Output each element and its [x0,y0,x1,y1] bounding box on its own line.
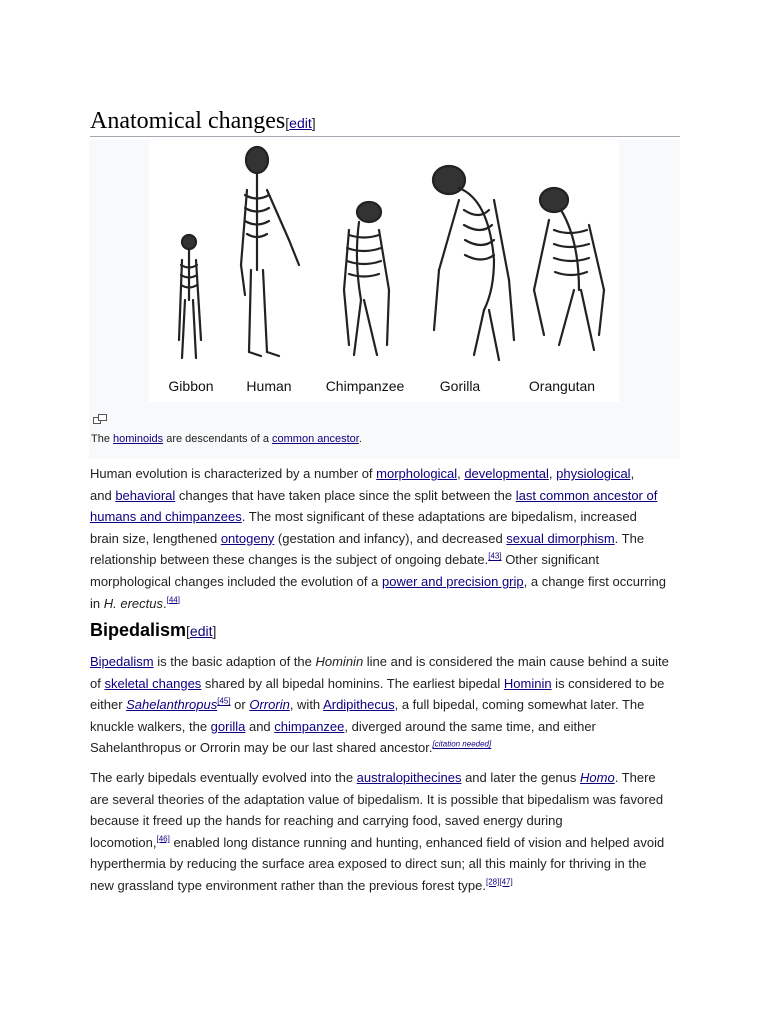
text-run: H. erectus [103,595,163,611]
text-run [90,673,680,695]
text-run [90,463,680,485]
label-chimpanzee: Chimpanzee [325,378,405,394]
text-run [90,506,680,528]
chimpanzee-skeleton [344,202,389,355]
text-run: Hominin [315,654,364,669]
label-orangutan: Orangutan [528,378,596,394]
text-run [167,595,180,604]
text-run: relationship between these changes is the subject of ongoing debate. [90,552,489,568]
link-developmental[interactable]: developmental [464,466,549,481]
text-run: or [230,697,250,713]
link-chimpanzee[interactable]: chimpanzee [274,718,345,734]
edit-section-link: [edit] [285,115,316,131]
text-run: , [457,466,465,481]
text-run: are descendants of a [163,433,273,445]
text-run [90,571,680,593]
text-run: Homo [580,770,615,785]
figure-caption [91,433,362,445]
text-run: changes that have taken place since the split between the [175,487,516,503]
label-gorilla: Gorilla [439,378,481,394]
link-behavioral[interactable]: behavioral [115,487,176,503]
text-run [488,552,501,561]
text-run: . [162,595,167,611]
text-run: Sahelanthropus or Orrorin may be our last shared ancestor. [90,740,433,756]
text-run: The [91,433,114,445]
text-run: and [90,487,116,503]
text-run: . [358,433,362,445]
text-run: brain size, lengthened [90,530,221,546]
text-run: Human evolution is characterized by a number of [90,466,377,481]
magnify-icon[interactable] [93,414,107,424]
text-run: knuckle walkers, the [90,718,211,734]
citation-needed[interactable]: [citation needed] [432,740,492,750]
text-run [90,716,680,738]
link-australopithecines[interactable]: australopithecines [356,770,462,785]
link-physiological[interactable]: physiological [556,466,631,481]
citation-43[interactable]: [43] [488,552,502,562]
text-run: , a change first occurring [523,573,666,589]
text-run: , a full bipedal, coming somewhat later. The [394,697,645,713]
text-run: shared by all bipedal hominins. The earliest bipedal [201,675,504,691]
text-run: . There [614,770,656,785]
text-run: and [245,718,275,734]
text-run: because it freed up the hands for reaching and carrying food, saved energy during [90,813,563,829]
text-run [217,697,230,706]
link-hominin[interactable]: Hominin [503,675,552,691]
text-run: , with [289,697,324,713]
figure-thumbnail [89,140,680,459]
text-run [90,789,680,811]
link-bipedalism[interactable]: Bipedalism [90,654,154,669]
section-title: Anatomical changes [90,108,286,134]
text-run: of [90,675,105,691]
text-run [90,737,680,759]
text-run: are several theories of the adaptation value of bipedalism. It is possible that bipedalism was favored [90,791,664,807]
link-sexual-dimorphism[interactable]: sexual dimorphism [506,530,615,546]
text-run: , [548,466,557,481]
text-run: is considered to be [551,675,665,691]
text-run: morphological changes included the evolution of a [90,573,382,589]
citation-44[interactable]: [44] [166,595,180,605]
skeleton-comparison-image[interactable] [149,140,619,402]
text-run: enabled long distance running and hunting, enhanced field of vision and helped avoid [169,834,665,850]
subsection-title: Bipedalism [90,620,187,640]
edit-subsection-link: [edit] [186,623,217,639]
text-run: The early bipedals eventually evolved into the [90,770,357,785]
link-homo[interactable] [580,770,615,785]
text-run: new grassland type environment rather than the previous forest type. [90,877,486,893]
human-skeleton [241,147,299,356]
text-run: line and is considered the main cause behind a suite [363,654,669,669]
gibbon-skeleton [179,235,201,358]
text-run: . The [614,530,645,546]
text-run: Sahelanthropus [126,697,218,713]
text-run [90,694,680,716]
text-run [90,528,680,550]
text-run: is the basic adaption of the [153,654,316,669]
text-run: Other significant [501,552,600,568]
link-power-and-precision-grip[interactable]: power and precision grip [381,573,524,589]
link-ontogeny[interactable]: ontogeny [220,530,275,546]
text-run: locomotion, [90,834,157,850]
text-run: , [630,466,635,481]
text-run: either [90,697,127,713]
text-run [90,485,680,507]
link-skeletal-changes[interactable]: skeletal changes [104,675,202,691]
text-run [90,767,680,789]
link-last-common-ancestor[interactable]: last common ancestor of [515,487,658,503]
label-human: Human [246,378,292,394]
paragraph-anatomical-changes [90,463,680,614]
citation-45[interactable]: [45] [217,696,231,706]
text-run: (gestation and infancy), and decreased [274,530,507,546]
link-morphological[interactable]: morphological [376,466,458,481]
citation-46[interactable]: [46] [156,834,170,844]
link-sahelanthropus[interactable] [126,697,217,712]
text-run [90,853,680,875]
text-run [433,740,492,749]
link-hominoids[interactable]: hominoids [113,433,164,445]
citation-28[interactable]: [28] [486,877,500,887]
text-run: in [90,595,104,611]
edit-link[interactable]: edit [289,115,312,131]
gorilla-skeleton [433,166,514,360]
text-run [90,549,680,571]
section-heading [90,106,680,137]
text-run [90,810,680,832]
link-gorilla[interactable]: gorilla [210,718,246,734]
subsection-heading-bipedalism [90,618,216,643]
edit-link-bipedalism[interactable]: edit [189,623,213,639]
text-run: hyperthermia by reducing the surface area exposed to direct sun; all this mainly for thriving in the [90,856,647,872]
link-ardipithecus[interactable]: Ardipithecus [323,697,395,713]
text-run: Orrorin [249,697,290,713]
skeleton-illustration [149,140,619,402]
link-orrorin[interactable] [249,697,289,712]
paragraph-bipedalism-1 [90,651,680,759]
text-run [90,832,680,854]
link-humans-and-chimpanzees[interactable]: humans and chimpanzees [90,509,242,525]
citation-47[interactable]: [47] [499,877,513,887]
label-gibbon: Gibbon [168,378,214,394]
text-run [90,651,680,673]
text-run [156,834,169,843]
link-common-ancestor[interactable]: common ancestor [272,433,359,445]
text-run [90,875,680,897]
text-run: and later the genus [461,770,580,785]
orangutan-skeleton [534,188,604,350]
text-run [90,593,680,615]
text-run [433,740,492,749]
text-run: . The most significant of these adaptations are bipedalism, increased [241,509,637,525]
paragraph-bipedalism-2 [90,767,680,897]
text-run: , diverged around the same time, and either [344,718,596,734]
text-run [486,878,513,887]
